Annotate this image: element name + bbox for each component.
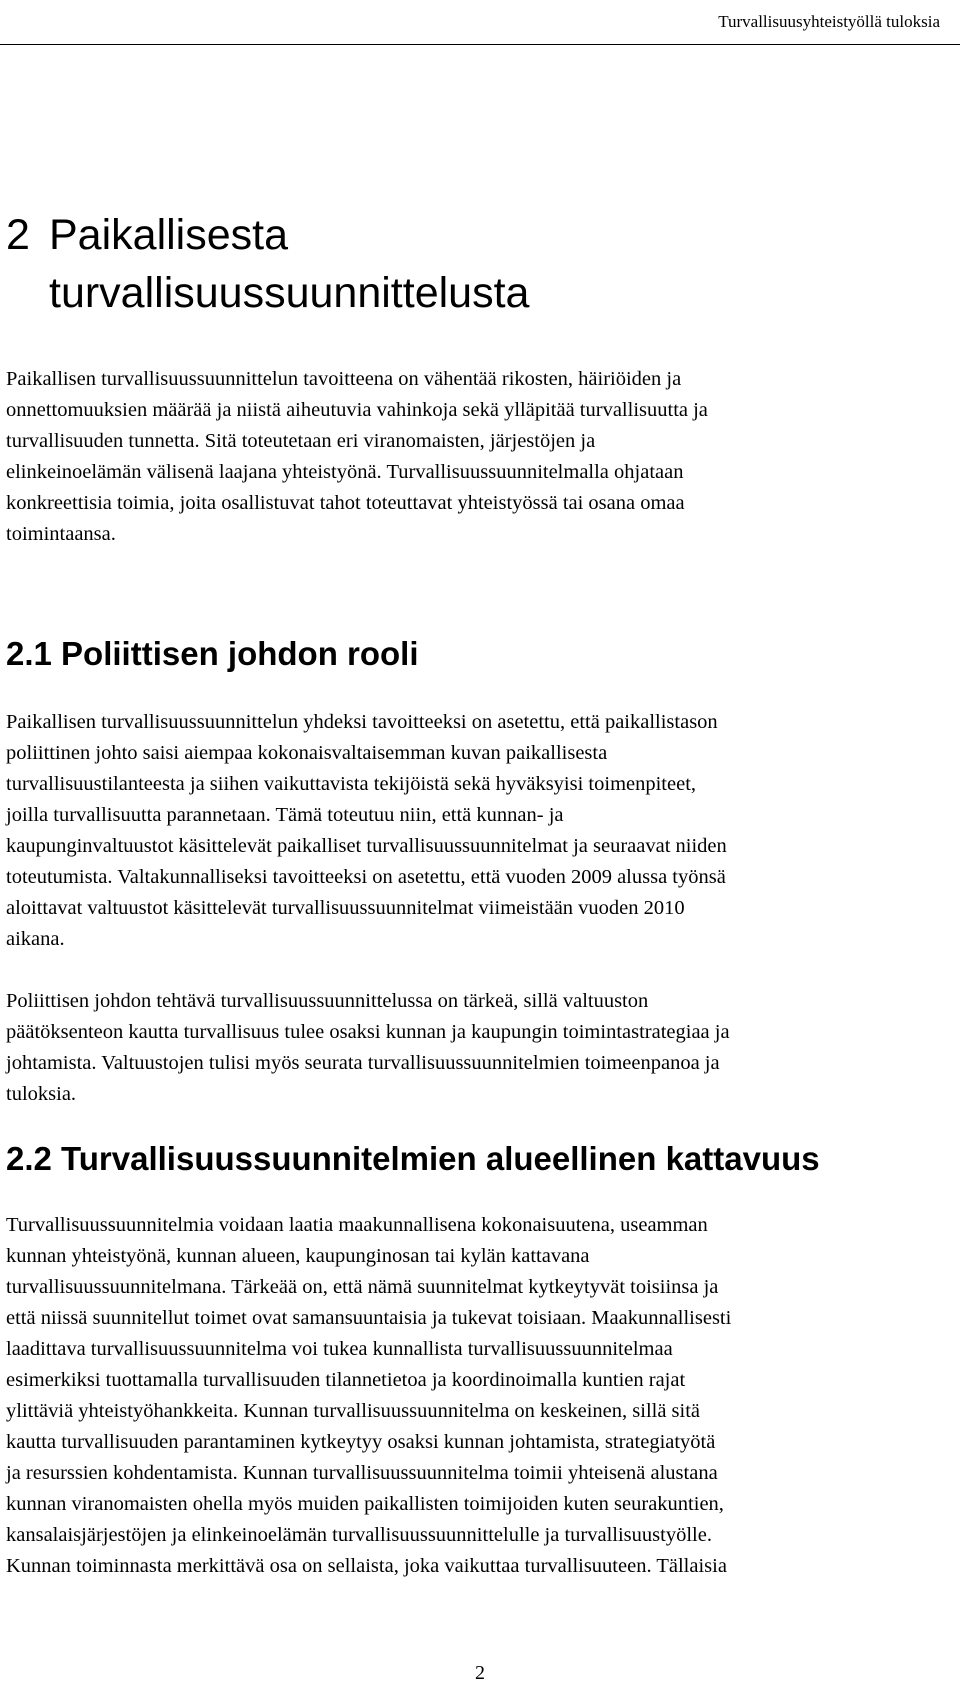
chapter-title-line-2: turvallisuussuunnittelusta [49,269,530,317]
section-2-1-paragraph-1 [6,707,958,955]
text-line: johtamista. Valtuustojen tulisi myös seurata turvallisuussuunnitelmien toimeenpanoa ja [6,1052,720,1074]
text-line: konkreettisia toimia, joita osallistuvat tahot toteuttavat yhteistyössä tai osana omaa [6,492,685,514]
running-header: Turvallisuusyhteistyöllä tuloksia [718,12,940,31]
text-line: Poliittisen johdon tehtävä turvallisuussuunnittelussa on tärkeä, sillä valtuuston [6,990,649,1012]
text-line: elinkeinoelämän välisenä laajana yhteistyönä. Turvallisuussuunnitelmalla ohjataan [6,461,684,483]
text-line: kansalaisjärjestöjen ja elinkeinoelämän turvallisuussuunnittelulle ja turvallisuustyölle. [6,1524,712,1546]
text-line: esimerkiksi tuottamalla turvallisuuden tilannetietoa ja koordinoimalla kuntien rajat [6,1369,686,1391]
text-line: aloittavat valtuustot käsittelevät turvallisuussuunnitelmat viimeistään vuoden 2010 [6,897,685,919]
text-line: Paikallisen turvallisuussuunnittelun yhdeksi tavoitteeksi on asetettu, että paikallistason [6,711,718,733]
text-line: Paikallisen turvallisuussuunnittelun tavoitteena on vähentää rikosten, häiriöiden ja [6,368,682,390]
text-line: poliittinen johto saisi aiempaa kokonaisvaltaisemman kuvan paikallisesta [6,742,608,764]
text-line: turvallisuussuunnitelmana. Tärkeää on, että nämä suunnitelmat kytkeytyvät toisiinsa ja [6,1276,719,1298]
text-line: turvallisuuden tunnetta. Sitä toteutetaan eri viranomaisten, järjestöjen ja [6,430,596,452]
text-line: kunnan yhteistyönä, kunnan alueen, kaupunginosan tai kylän kattavana [6,1245,590,1267]
text-line: tuloksia. [6,1083,77,1105]
text-line: ylittäviä yhteistyöhankkeita. Kunnan turvallisuussuunnitelma on keskeinen, sillä sitä [6,1400,701,1422]
section-2-1-heading: 2.1 Poliittisen johdon rooli [6,635,419,672]
text-line: kunnan viranomaisten ohella myös muiden paikallisten toimijoiden kuten seurakuntien, [6,1493,724,1515]
text-line: Turvallisuussuunnitelmia voidaan laatia maakunnallisena kokonaisuutena, useamman [6,1214,708,1236]
text-line: kaupunginvaltuustot käsittelevät paikalliset turvallisuussuunnitelmat ja seuraavat niiden [6,835,727,857]
text-line: toteutumista. Valtakunnalliseksi tavoitteeksi on asetettu, että vuoden 2009 alussa työnsä [6,866,726,888]
text-line: ja resurssien kohdentamista. Kunnan turvallisuussuunnitelma toimii yhteisenä alustana [6,1462,718,1484]
text-line: turvallisuustilanteesta ja siihen vaikuttavista tekijöistä sekä hyväksyisi toimenpiteet, [6,773,697,795]
page-number: 2 [475,1662,485,1684]
chapter-title-line-1: Paikallisesta [49,211,288,259]
text-line: aikana. [6,928,65,950]
chapter-heading [6,206,529,322]
text-line: onnettomuuksien määrää ja niistä aiheutuvia vahinkoja sekä ylläpitää turvallisuutta ja [6,399,708,421]
section-2-2-heading: 2.2 Turvallisuussuunnitelmien alueellinen kattavuus [6,1140,820,1177]
text-line: joilla turvallisuutta parannetaan. Tämä toteutuu niin, että kunnan- ja [6,804,564,826]
chapter-number: 2 [6,211,30,259]
intro-paragraph [6,364,958,550]
text-line: että niissä suunnitellut toimet ovat samansuuntaisia ja tukevat toisiaan. Maakunnallisesti [6,1307,732,1329]
text-line: toimintaansa. [6,523,116,545]
header-rule [0,44,960,45]
text-line: päätöksenteon kautta turvallisuus tulee osaksi kunnan ja kaupungin toimintastrategiaa ja [6,1021,730,1043]
text-line: kautta turvallisuuden parantaminen kytkeytyy osaksi kunnan johtamista, strategiatyötä [6,1431,716,1453]
text-line: Kunnan toiminnasta merkittävä osa on sellaista, joka vaikuttaa turvallisuuteen. Tällaisia [6,1555,727,1577]
section-2-2-paragraph-1 [6,1210,958,1582]
section-2-1-paragraph-2 [6,986,958,1110]
text-line: laadittava turvallisuussuunnitelma voi tukea kunnallista turvallisuussuunnitelmaa [6,1338,673,1360]
